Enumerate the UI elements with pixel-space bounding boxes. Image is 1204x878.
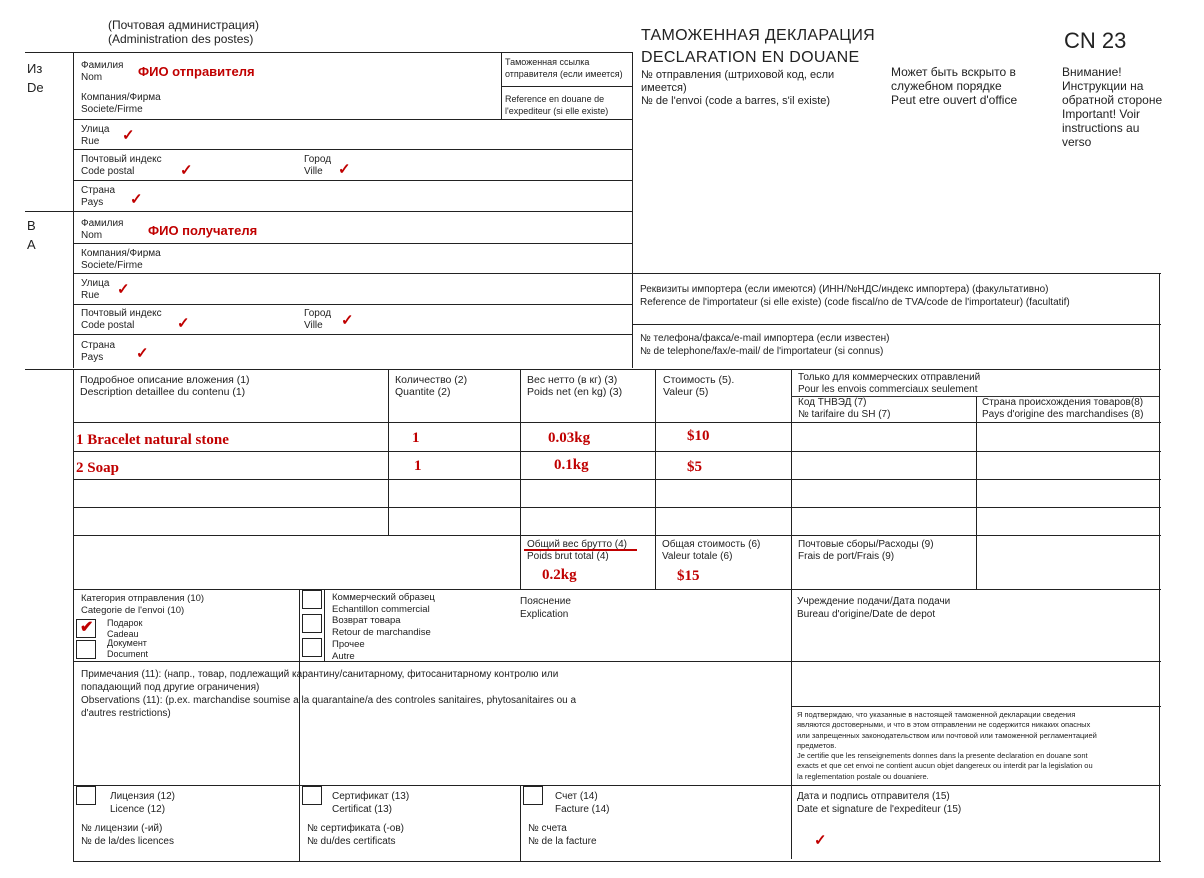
check-mark: ✓ [341,312,354,329]
explanation-label: Пояснение Explication [520,596,571,620]
rule [73,304,632,305]
check-mark: ✓ [338,161,351,178]
recipient-city-label: Город Ville [304,308,332,331]
certificate-number-label: № сертификата (-ов) № du/des certificats [307,823,404,847]
recipient-postcode-label: Почтовый индекс Code postal [81,308,162,331]
rule [73,451,1161,452]
rule [73,422,1161,423]
rule [25,369,1161,370]
form-code: CN 23 [1064,28,1127,53]
rule [73,334,632,335]
sender-country-label: Страна Pays [81,185,116,208]
total-value-label: Общая стоимость (6) Valeur totale (6) [662,539,761,562]
commercial-sample-label: Коммерческий образец Echantillon commercial [332,592,435,615]
checkbox-certificate[interactable] [302,786,322,805]
document-label: Документ Document [107,638,149,659]
sender-name-label: Фамилия Nom [81,60,124,83]
recipient-name-label: Фамилия Nom [81,218,124,241]
rule [73,535,1161,536]
rule [73,273,1161,274]
row-1-quantity: 1 [412,430,420,446]
rule [73,52,74,368]
envoi-number-label: № отправления (штриховой код, если имеется) № de l'envoi (code a barres, s'il existe) [641,69,835,107]
check-mark: ✓ [814,832,827,849]
rule [25,211,633,212]
check-mark: ✓ [117,281,130,298]
rule [501,86,632,87]
checkbox-other[interactable] [302,638,322,657]
rule [299,589,300,862]
recipient-name-value: ФИО получателя [148,223,258,238]
certify-text: Я подтверждаю, что указанные в настоящей таможенной декларации сведения являются достоверными, и что в этом отправлении не содержится никаких опасных или запрещенных законодательством или почтовой или таможенной регламентацией предметов. Je certifie que les renseignements donnes dans la presente declaration en douane sont exacts et que cet envoi ne contient aucun objet dangereux ou interdit par la legislation ou la reglementation postale ou douaniere. [797,710,1097,781]
gift-label: Подарок Cadeau [107,618,143,639]
red-underline [524,549,637,551]
check-mark: ✓ [122,127,135,144]
row-2-value: $5 [687,459,702,475]
rule [73,119,632,120]
rule [324,589,325,661]
office-label: Учреждение подачи/Дата подачи Bureau d'origine/Date de depot [797,596,951,620]
returned-goods-label: Возврат товара Retour de marchandise [332,615,431,638]
row-2-quantity: 1 [414,458,422,474]
rule [73,861,1161,862]
rule [388,369,389,535]
title-ru: ТАМОЖЕННАЯ ДЕКЛАРАЦИЯ [641,27,876,44]
rule [73,507,1161,508]
rule [632,52,633,368]
commercial-only-header: Только для коммерческих отправлений Pour les envois commerciaux seulement [798,372,981,395]
invoice-number-label: № счета № de la facture [528,823,597,847]
rule [73,479,1161,480]
check-mark: ✓ [180,162,193,179]
rule [73,785,1161,786]
row-2-description: 2 Soap [76,460,119,476]
rule [73,661,1161,662]
attention-note: Внимание! Инструкции на обратной стороне Important! Voir instructions au verso [1062,65,1163,149]
rule [25,52,633,53]
checkbox-document[interactable] [76,640,96,659]
observations-label: Примечания (11): (напр., товар, подлежащий карантину/санитарному, фитосанитарному контролю или попадающий под другие ограничения) Observations (11): (p.ex. marchandise soumise a la quarantaine/a des controles sanitaires, phytosanitaires ou a d'autres restrictions) [81,669,577,719]
gross-weight-value: 0.2kg [542,567,577,583]
recipient-street-label: Улица Rue [81,278,110,301]
checkbox-licence[interactable] [76,786,96,805]
row-1-value: $10 [687,428,710,444]
rule [73,243,632,244]
checkbox-invoice[interactable] [523,786,543,805]
recipient-country-label: Страна Pays [81,340,116,363]
importer-refs-label: Реквизиты импортера (если имеются) (ИНН/№НДС/индекс импортера) (факультативно) Reference de l'importateur (si elle existe) (code fiscal/no de TVA/code de l'importateur) (facultatif) [640,284,1070,308]
licence-number-label: № лицензии (-ий) № de la/des licences [81,823,174,847]
col-quantity-header: Количество (2) Quantite (2) [395,374,468,398]
rule [976,396,977,589]
sender-customs-ref-label: Таможенная ссылка отправителя (если имеется) [505,57,623,79]
invoice-label: Счет (14) Facture (14) [555,791,610,815]
licence-label: Лицензия (12) Licence (12) [110,791,175,815]
col-hs-header: Код ТНВЭД (7) № tarifaire du SH (7) [798,397,891,420]
check-mark: ✓ [130,191,143,208]
col-weight-header: Вес нетто (в кг) (3) Poids net (en kg) (3) [527,374,623,398]
sender-ref-fr-label: Reference en douane de l'expediteur (si elle existe) [505,94,609,116]
rule [791,706,1161,707]
category-label: Категория отправления (10) Categorie de l'envoi (10) [81,593,205,616]
rule [632,324,1161,325]
sender-city-label: Город Ville [304,154,332,177]
may-be-opened: Может быть вскрыто в служебном порядке Peut etre ouvert d'office [891,65,1018,107]
sender-street-label: Улица Rue [81,124,110,147]
checkbox-commercial-sample[interactable] [302,590,322,609]
check-mark: ✔ [80,619,94,636]
col-description-header: Подробное описание вложения (1) Description detaillee du contenu (1) [80,374,250,398]
recipient-side-label: В A [27,218,36,252]
row-2-weight: 0.1kg [554,457,589,473]
row-1-description: 1 Bracelet natural stone [76,432,229,448]
row-1-weight: 0.03kg [548,430,591,446]
gross-weight-label: Общий вес брутто (4) Poids brut total (4) [527,539,628,562]
certificate-label: Сертификат (13) Certificat (13) [332,791,410,815]
rule [1159,369,1160,862]
sender-name-value: ФИО отправителя [138,64,255,79]
rule [73,589,1161,590]
title-fr: DECLARATION EN DOUANE [641,49,860,66]
sender-side-label: Из De [27,61,44,95]
check-mark: ✓ [177,315,190,332]
postal-charges-label: Почтовые сборы/Расходы (9) Frais de port/Frais (9) [798,539,934,562]
rule [73,149,632,150]
rule [1159,273,1160,369]
checkbox-returned-goods[interactable] [302,614,322,633]
importer-phone-label: № телефона/факса/e-mail импортера (если известен) № de telephone/fax/e-mail/ de l'importateur (si connus) [640,333,890,357]
postal-administration: (Почтовая администрация) (Administration des postes) [108,18,259,46]
total-value-value: $15 [677,568,700,584]
rule [73,369,74,862]
rule [520,785,521,862]
sender-postcode-label: Почтовый индекс Code postal [81,154,162,177]
other-label: Прочее Autre [332,639,365,662]
recipient-company-label: Компания/Фирма Societe/Firme [81,248,161,271]
rule [73,180,632,181]
signature-label: Дата и подпись отправителя (15) Date et signature de l'expediteur (15) [797,791,962,815]
check-mark: ✓ [136,345,149,362]
sender-company-label: Компания/Фирма Societe/Firme [81,92,161,115]
col-value-header: Стоимость (5). Valeur (5) [663,374,735,398]
col-origin-header: Страна происхождения товаров(8) Pays d'origine des marchandises (8) [982,397,1144,420]
